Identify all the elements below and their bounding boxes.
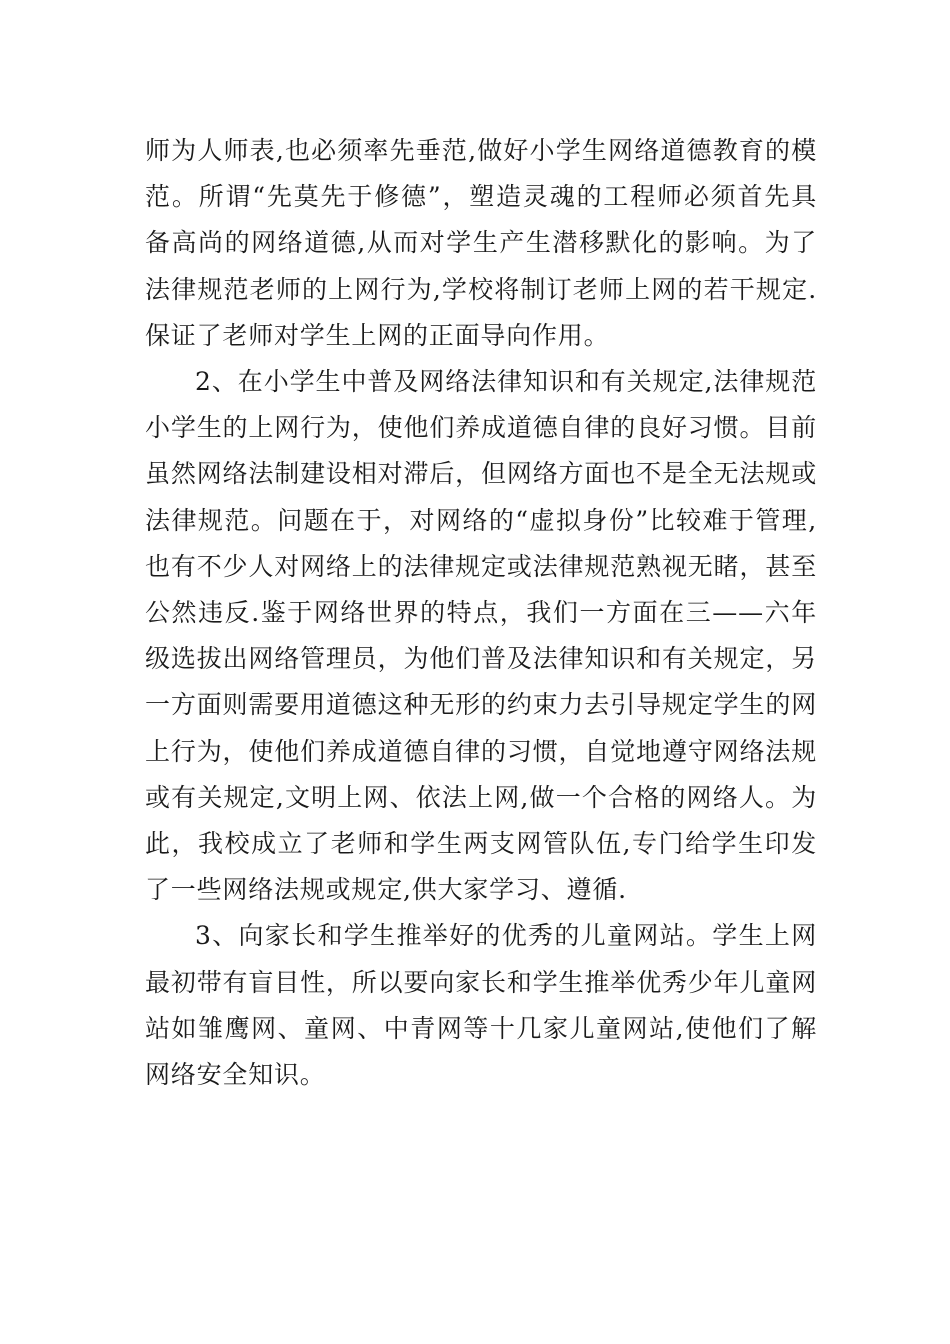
paragraph-item-2: 2、在小学生中普及网络法律知识和有关规定,法律规范小学生的上网行为，使他们养成道德自律的良好习惯。目前虽然网络法制建设相对滞后，但网络方面也不是全无法规或法律规范。问题在于，对网络的“虚拟身份”比较难于管理,也有不少人对网络上的法律规定或法律规范熟视无睹，甚至公然违反.鉴于网络世界的特点，我们一方面在三——六年级选拔出网络管理员，为他们普及法律知识和有关规定，另一方面则需要用道德这种无形的约束力去引导规定学生的网上行为，使他们养成道德自律的习惯，自觉地遵守网络法规或有关规定,文明上网、依法上网,做一个合格的网络人。为此，我校成立了老师和学生两支网管队伍,专门给学生印发了一些网络法规或规定,供大家学习、遵循. [145, 367, 817, 905]
document-body [145, 128, 817, 1098]
paragraph-item-3: 3、向家长和学生推举好的优秀的儿童网站。学生上网最初带有盲目性，所以要向家长和学生推举优秀少年儿童网站如雏鹰网、童网、中青网等十几家儿童网站,使他们了解网络安全知识。 [145, 921, 817, 1090]
paragraph-continuation: 师为人师表,也必须率先垂范,做好小学生网络道德教育的模范。所谓“先莫先于修德”，塑造灵魂的工程师必须首先具备高尚的网络道德,从而对学生产生潜移默化的影响。为了法律规范老师的上网行为,学校将制订老师上网的若干规定.保证了老师对学生上网的正面导向作用。 [145, 136, 817, 350]
